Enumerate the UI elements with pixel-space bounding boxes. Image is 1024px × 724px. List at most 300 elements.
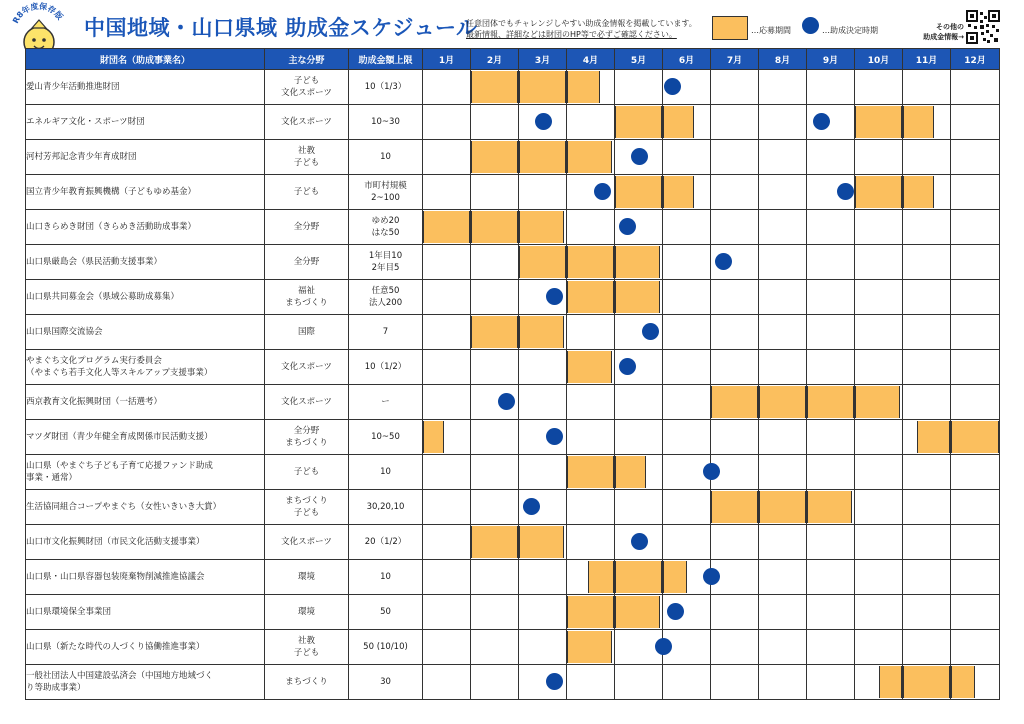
legend-decision-dot-icon [802,17,819,34]
foundation-name [26,595,265,630]
foundation-name [26,560,265,595]
month-cell [423,455,471,490]
month-cell [663,490,711,525]
month-cell [663,280,711,315]
month-cell [567,525,615,560]
month-cell [471,420,519,455]
main-field [265,315,349,350]
grant-amount-line: 50 [380,607,391,617]
month-cell [663,630,711,665]
grant-amount-line: はな50 [371,228,400,238]
month-cell [951,455,1000,490]
month-cell [951,350,1000,385]
column-header-amount: 助成金額上限 [349,49,423,70]
main-field-line: まちづくり [285,298,328,308]
application-period-bar [615,561,662,593]
month-cell [807,385,855,420]
foundation-name [26,630,265,665]
month-cell [471,455,519,490]
grant-amount [349,350,423,385]
foundation-name [26,105,265,140]
foundation-name-line: 山口県国際交流協会 [26,327,103,337]
month-cell [759,140,807,175]
month-cell [855,175,903,210]
decision-dot-icon [664,78,681,95]
month-cell [807,560,855,595]
month-cell [663,350,711,385]
month-cell [711,420,759,455]
page-header [0,0,1024,46]
grant-amount-line: 7 [382,327,389,337]
main-field [265,70,349,105]
main-field-line: まちづくり [285,496,328,506]
application-period-bar [588,561,614,593]
decision-dot-icon [594,183,611,200]
page-title: 中国地域・山口県域 助成金スケジュール [84,16,478,40]
month-cell [567,315,615,350]
main-field-line: 子ども [293,187,320,197]
grant-amount-line: 10 [380,152,391,162]
main-field-line: 文化スポーツ [281,88,332,98]
decision-dot-icon [837,183,854,200]
month-cell [711,525,759,560]
month-cell [615,595,663,630]
decision-dot-icon [631,533,648,550]
month-cell [759,280,807,315]
month-cell [951,280,1000,315]
month-cell [855,315,903,350]
grant-amount-line: 2年目5 [371,263,400,273]
grant-amount-line: 10~50 [371,432,400,442]
month-cell [519,420,567,455]
month-cell [519,210,567,245]
application-period-bar [519,316,564,348]
foundation-name-line: 生活協同組合コープやまぐち（女性いきいき大賞） [26,502,222,512]
month-cell [855,140,903,175]
main-field-line: まちづくり [285,677,328,687]
month-cell [423,175,471,210]
main-field-line: 子ども [293,158,320,168]
foundation-name-line: 一般社団法人中国建設弘済会（中国地方地域づく [26,671,214,681]
month-cell [807,350,855,385]
column-header-month: 1月 [423,49,471,70]
month-cell [759,455,807,490]
month-cell [903,315,951,350]
table-row [26,350,1000,385]
foundation-name [26,665,265,700]
main-field-line: 全分野 [293,257,320,267]
month-cell [471,350,519,385]
month-cell [423,665,471,700]
main-field-line: 文化スポーツ [281,362,332,372]
month-cell [855,105,903,140]
month-cell [951,525,1000,560]
month-cell [615,560,663,595]
month-cell [759,420,807,455]
decision-dot-icon [715,253,732,270]
foundation-name-line: 愛山青少年活動推進財団 [26,82,120,92]
month-cell [567,280,615,315]
decision-dot-icon [667,603,684,620]
month-cell [423,245,471,280]
grant-amount-line: 法人200 [368,298,403,308]
month-cell [519,455,567,490]
main-field [265,595,349,630]
application-period-bar [615,246,660,278]
application-period-bar [615,281,660,313]
month-cell [807,315,855,350]
application-period-bar [951,666,975,698]
main-field-line: 文化スポーツ [281,537,332,547]
month-cell [615,315,663,350]
foundation-name-line: 西京教育文化振興財団（一括選考） [26,397,163,407]
month-cell [471,210,519,245]
grant-amount [349,525,423,560]
application-period-bar [519,211,564,243]
month-cell [759,210,807,245]
application-period-bar [711,386,758,418]
foundation-name-line: 山口県（新たな時代の人づくり協働推進事業） [26,642,205,652]
column-header-month: 6月 [663,49,711,70]
table-row [26,490,1000,525]
table-row [26,420,1000,455]
month-cell [711,245,759,280]
month-cell [855,245,903,280]
month-cell [759,245,807,280]
month-cell [759,70,807,105]
month-cell [615,490,663,525]
decision-dot-icon [813,113,830,130]
application-period-bar [759,491,806,523]
foundation-name-line: （やまぐち若手文化人等スキルアップ支援事業） [26,368,213,378]
month-cell [519,490,567,525]
application-period-bar [567,141,612,173]
column-header-month: 12月 [951,49,1000,70]
foundation-name-line: 山口県・山口県容器包装廃棄物削減推進協議会 [26,572,205,582]
foundation-name [26,175,265,210]
foundation-name-line: 山口きらめき財団（きらめき活動助成事業） [26,222,197,232]
notice-line: 任意団体でもチャレンジしやすい助成金情報を掲載しています。 [466,19,697,28]
main-field [265,385,349,420]
month-cell [471,245,519,280]
month-cell [663,245,711,280]
grant-schedule-table [25,48,1000,700]
foundation-name [26,420,265,455]
grant-amount-line: 2~100 [371,193,400,203]
month-cell [567,420,615,455]
table-row [26,665,1000,700]
month-cell [519,665,567,700]
column-header-month: 8月 [759,49,807,70]
main-field [265,525,349,560]
month-cell [759,630,807,665]
month-cell [807,455,855,490]
notice-text [466,18,697,40]
month-cell [903,595,951,630]
month-cell [423,105,471,140]
foundation-name-line: 山口市文化振興財団（市民文化活動支援事業） [26,537,205,547]
month-cell [471,665,519,700]
month-cell [759,525,807,560]
month-cell [951,595,1000,630]
column-header-month: 9月 [807,49,855,70]
month-cell [663,420,711,455]
decision-dot-icon [631,148,648,165]
month-cell [711,105,759,140]
month-cell [711,630,759,665]
foundation-name-line: 山口県共同募金会（県域公募助成募集） [26,292,180,302]
month-cell [711,140,759,175]
month-cell [903,630,951,665]
month-cell [903,70,951,105]
month-cell [615,455,663,490]
month-cell [567,560,615,595]
foundation-name-line: 国立青少年教育振興機構（子どもゆめ基金） [26,187,197,197]
month-cell [663,105,711,140]
column-header-name: 財団名（助成事業名） [26,49,265,70]
month-cell [951,490,1000,525]
foundation-name [26,245,265,280]
grant-amount [349,280,423,315]
month-cell [807,70,855,105]
application-period-bar [663,106,694,138]
month-cell [855,385,903,420]
month-cell [807,210,855,245]
grant-amount [349,245,423,280]
month-cell [759,350,807,385]
foundation-name [26,70,265,105]
month-cell [471,140,519,175]
month-cell [855,210,903,245]
application-period-bar [759,386,806,418]
column-header-month: 7月 [711,49,759,70]
month-cell [423,420,471,455]
grant-amount-line: 10 [380,572,391,582]
grant-amount-line: ー [381,397,390,407]
grant-amount-line: 任意50 [371,286,400,296]
month-cell [615,350,663,385]
application-period-bar [471,71,518,103]
month-cell [711,315,759,350]
decision-dot-icon [523,498,540,515]
table-row [26,210,1000,245]
qr-code-icon[interactable] [966,10,1000,44]
month-cell [951,420,1000,455]
legend-apply-swatch [712,16,748,40]
application-period-bar [519,71,566,103]
main-field [265,490,349,525]
table-row [26,245,1000,280]
grant-amount [349,385,423,420]
month-cell [567,140,615,175]
month-cell [471,560,519,595]
table-row [26,175,1000,210]
application-period-bar [567,246,614,278]
column-header-month: 2月 [471,49,519,70]
month-cell [759,560,807,595]
table-row [26,455,1000,490]
grant-amount [349,455,423,490]
month-cell [903,280,951,315]
month-cell [471,385,519,420]
decision-dot-icon [619,218,636,235]
main-field-line: 子ども [293,76,320,86]
grant-amount [349,105,423,140]
main-field [265,350,349,385]
application-period-bar [471,141,518,173]
month-cell [567,490,615,525]
month-cell [951,560,1000,595]
month-cell [663,140,711,175]
main-field-line: 福祉 [297,286,315,296]
main-field-line: 社教 [297,146,315,156]
grant-amount [349,140,423,175]
month-cell [519,525,567,560]
month-cell [951,210,1000,245]
month-cell [807,140,855,175]
grant-amount-line: 10~30 [371,117,400,127]
month-cell [519,280,567,315]
application-period-bar [663,561,687,593]
month-cell [423,630,471,665]
month-cell [903,490,951,525]
month-cell [615,140,663,175]
application-period-bar [903,666,950,698]
month-cell [855,280,903,315]
month-cell [951,665,1000,700]
main-field-line: 文化スポーツ [281,117,332,127]
month-cell [615,70,663,105]
month-cell [519,175,567,210]
table-row [26,315,1000,350]
month-cell [807,245,855,280]
application-period-bar [567,351,612,383]
grant-amount [349,630,423,665]
application-period-bar [951,421,999,453]
month-cell [759,595,807,630]
application-period-bar [855,176,902,208]
month-cell [807,595,855,630]
month-cell [711,665,759,700]
month-cell [711,385,759,420]
application-period-bar [711,491,758,523]
application-period-bar [663,176,694,208]
foundation-name-line: 山口県厳島会（県民活動支援事業） [26,257,163,267]
month-cell [759,665,807,700]
month-cell [855,525,903,560]
month-cell [807,490,855,525]
month-cell [807,665,855,700]
month-cell [663,175,711,210]
month-cell [423,560,471,595]
month-cell [951,175,1000,210]
month-cell [423,210,471,245]
main-field-line: 国際 [297,327,315,337]
grant-amount-line: 30,20,10 [366,502,405,512]
decision-dot-icon [546,428,563,445]
month-cell [759,105,807,140]
legend-decision-label: …助成決定時期 [822,26,878,35]
month-cell [855,70,903,105]
other-info-line: 助成金情報→ [923,33,964,41]
month-cell [759,385,807,420]
month-cell [951,315,1000,350]
foundation-name-line: マツダ財団（青少年健全育成関係市民活動支援） [26,432,213,442]
month-cell [903,105,951,140]
legend-apply-label: …応募期間 [751,26,791,35]
column-header-month: 10月 [855,49,903,70]
table-row [26,105,1000,140]
other-info-link[interactable] [914,22,964,42]
main-field [265,280,349,315]
foundation-name [26,455,265,490]
main-field-line: 環境 [297,607,315,617]
grant-amount-line: 30 [380,677,391,687]
foundation-name [26,210,265,245]
application-period-bar [423,421,444,453]
grant-amount-line: 10（1/2） [364,362,407,372]
application-period-bar [471,316,518,348]
month-cell [807,525,855,560]
main-field-line: 全分野 [293,426,320,436]
decision-dot-icon [655,638,672,655]
table-row [26,595,1000,630]
month-cell [663,665,711,700]
month-cell [423,280,471,315]
month-cell [471,280,519,315]
decision-dot-icon [642,323,659,340]
main-field [265,245,349,280]
month-cell [855,665,903,700]
month-cell [855,595,903,630]
foundation-name-line: 山口県環境保全事業団 [26,607,112,617]
month-cell [711,175,759,210]
month-cell [567,70,615,105]
month-cell [519,105,567,140]
month-cell [711,350,759,385]
application-period-bar [615,176,662,208]
application-period-bar [567,281,614,313]
month-cell [951,385,1000,420]
main-field [265,140,349,175]
notice-line: 最新情報、詳細などは財団のHP等で必ずご確認ください。 [466,30,677,39]
month-cell [423,140,471,175]
month-cell [519,385,567,420]
application-period-bar [903,106,934,138]
month-cell [567,385,615,420]
application-period-bar [615,456,646,488]
main-field-line: 社教 [297,636,315,646]
foundation-name-line: やまぐち文化プログラム実行委員会 [26,356,162,366]
table-row [26,140,1000,175]
decision-dot-icon [535,113,552,130]
month-cell [519,315,567,350]
table-row [26,525,1000,560]
month-cell [567,455,615,490]
month-cell [855,490,903,525]
grant-amount [349,595,423,630]
month-cell [615,105,663,140]
table-row [26,385,1000,420]
month-cell [951,630,1000,665]
month-cell [903,210,951,245]
main-field [265,455,349,490]
month-cell [807,105,855,140]
month-cell [663,315,711,350]
foundation-name-line: 事業・通常） [26,473,78,483]
month-cell [567,350,615,385]
month-cell [711,210,759,245]
